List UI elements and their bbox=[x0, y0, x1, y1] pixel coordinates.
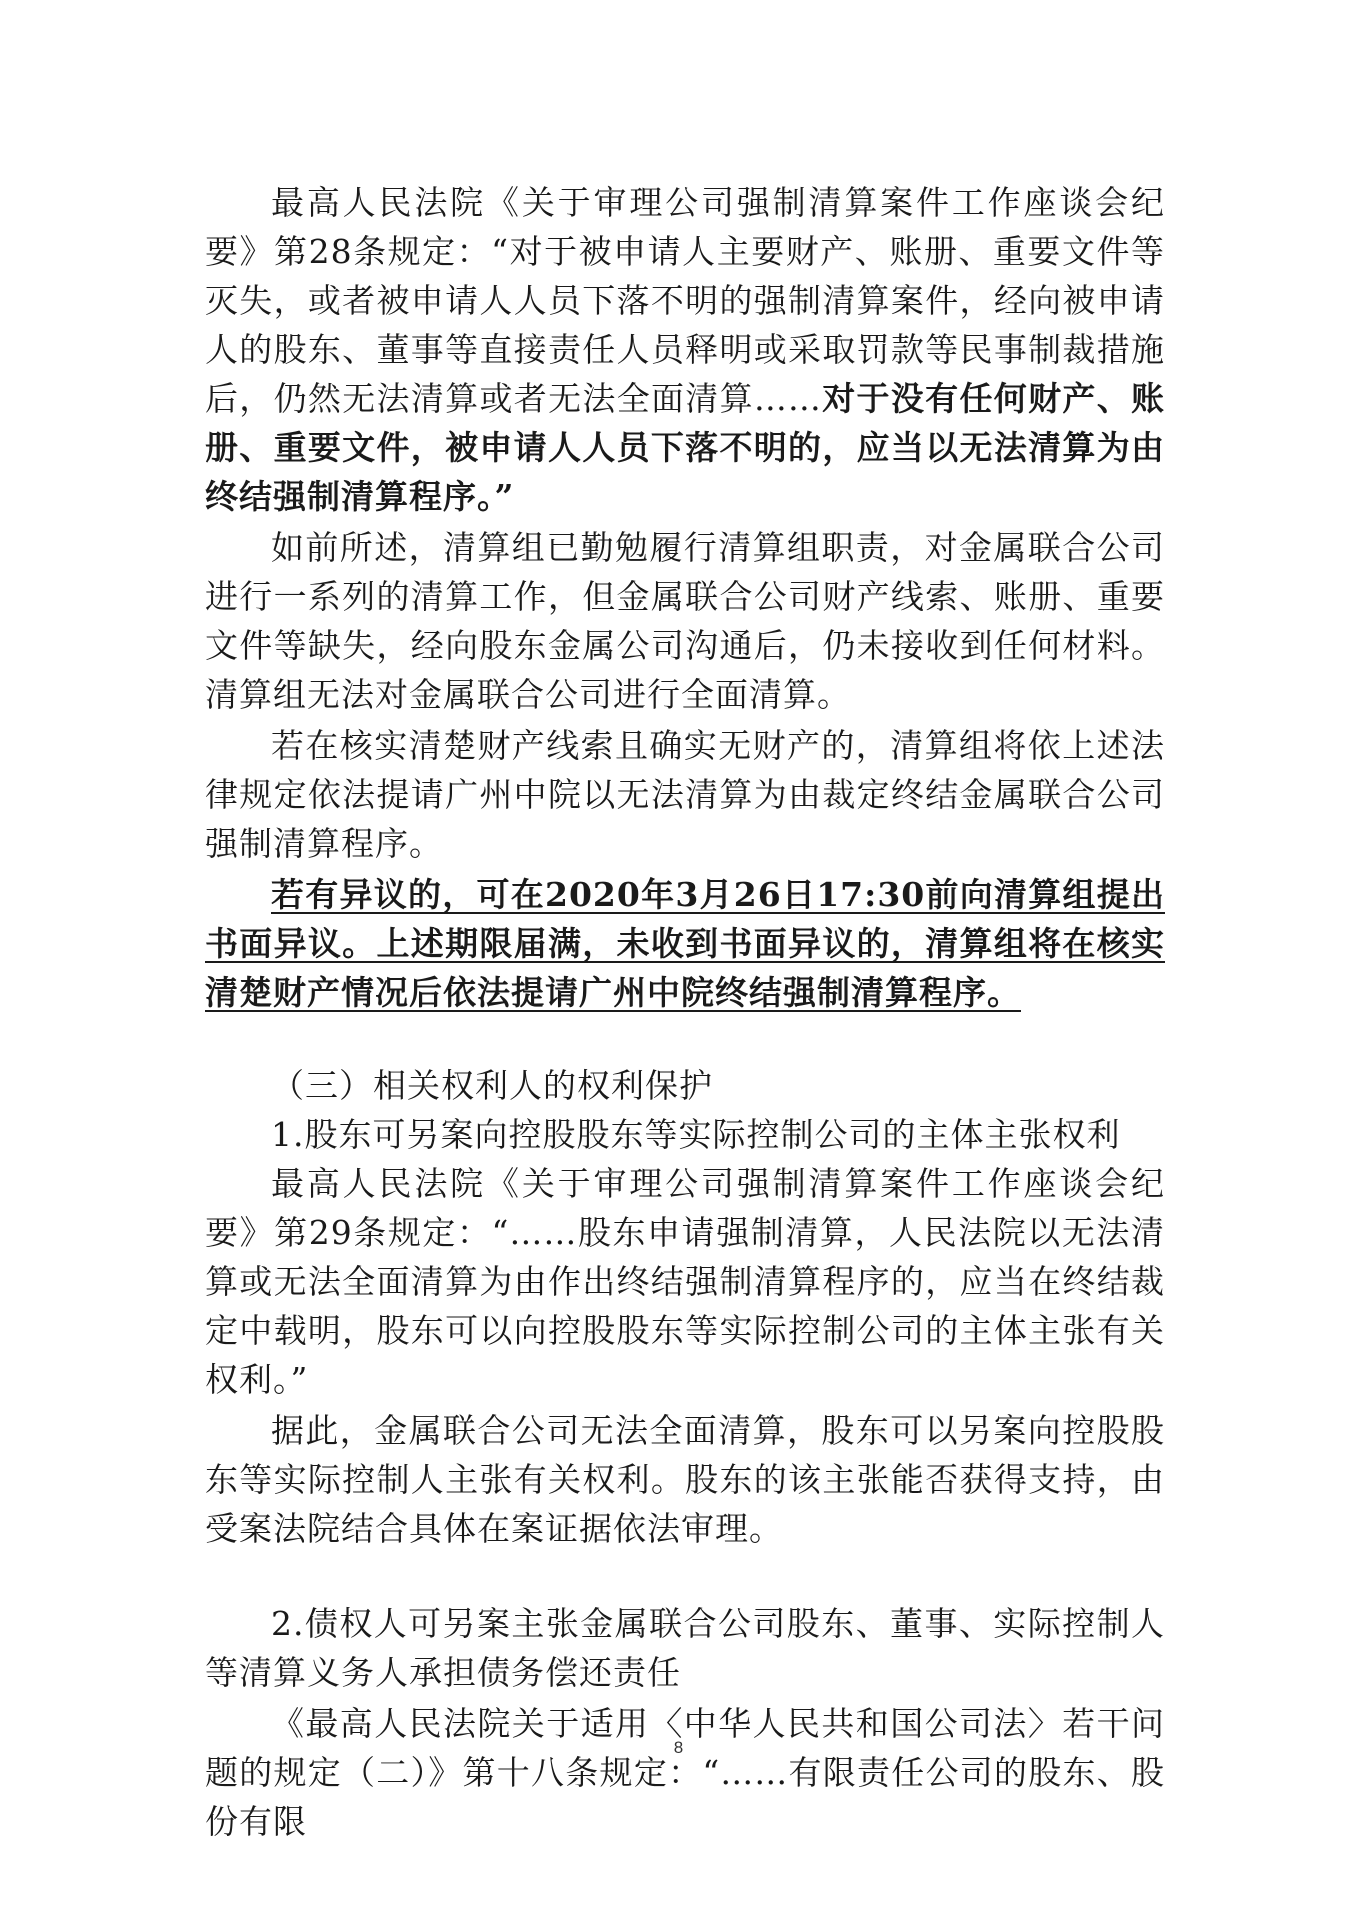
paragraph-article-18: 《最高人民法院关于适用〈中华人民共和国公司法〉若干问题的规定（二）》第十八条规定：“……有限责任公司的股东、股份有限 bbox=[205, 1704, 1165, 1841]
paragraph-article-28 bbox=[205, 178, 1165, 521]
paragraph-article-29: 最高人民法院《关于审理公司强制清算案件工作座谈会纪要》第29条规定：“……股东申请强制清算，人民法院以无法清算或无法全面清算为由作出终结强制清算程序的，应当在终结裁定中载明，股东可以向控股股东等实际控制公司的主体主张有关权利。” bbox=[205, 1164, 1165, 1399]
paragraph-shareholder-claim-basis: 据此，金属联合公司无法全面清算，股东可以另案向控股股东等实际控制人主张有关权利。股东的该主张能否获得支持，由受案法院结合具体在案证据依法审理。 bbox=[205, 1411, 1165, 1548]
paragraph-diligence: 如前所述，清算组已勤勉履行清算组职责，对金属联合公司进行一系列的清算工作，但金属联合公司财产线索、账册、重要文件等缺失，经向股东金属公司沟通后，仍未接收到任何材料。清算组无法对金属联合公司进行全面清算。 bbox=[205, 528, 1165, 714]
page-number: 8 bbox=[673, 1738, 684, 1757]
article-28-text: 最高人民法院《关于审理公司强制清算案件工作座谈会纪要》第28条规定：“对于被申请人主要财产、账册、重要文件等灭失，或者被申请人人员下落不明的强制清算案件，经向被申请人的股东、董事等直接责任人员释明或采取罚款等民事制裁措施后，仍然无法清算或者无法全面清算…… bbox=[205, 183, 1165, 418]
paragraph-objection-notice bbox=[205, 870, 1165, 1017]
paragraph-termination-request: 若在核实清楚财产线索且确实无财产的，清算组将依上述法律规定依法提请广州中院以无法清算为由裁定终结金属联合公司强制清算程序。 bbox=[205, 726, 1165, 863]
document-body bbox=[205, 178, 1165, 1846]
article-28-bold-text: 对于没有任何财产、账册、重要文件，被申请人人员下落不明的，应当以无法清算为由终结强制清算程序。” bbox=[205, 379, 1166, 516]
subheading-shareholder-claims: 1.股东可另案向控股股东等实际控制公司的主体主张权利 bbox=[271, 1115, 1121, 1154]
section-heading-rights-protection: （三）相关权利人的权利保护 bbox=[271, 1066, 713, 1105]
objection-notice-text: 若有异议的，可在2020年3月26日17:30前向清算组提出书面异议。上述期限届满，未收到书面异议的，清算组将在核实清楚财产情况后依法提请广州中院终结强制清算程序。 bbox=[205, 875, 1165, 1012]
subheading-creditor-claims: 2.债权人可另案主张金属联合公司股东、董事、实际控制人等清算义务人承担债务偿还责任 bbox=[205, 1604, 1165, 1692]
